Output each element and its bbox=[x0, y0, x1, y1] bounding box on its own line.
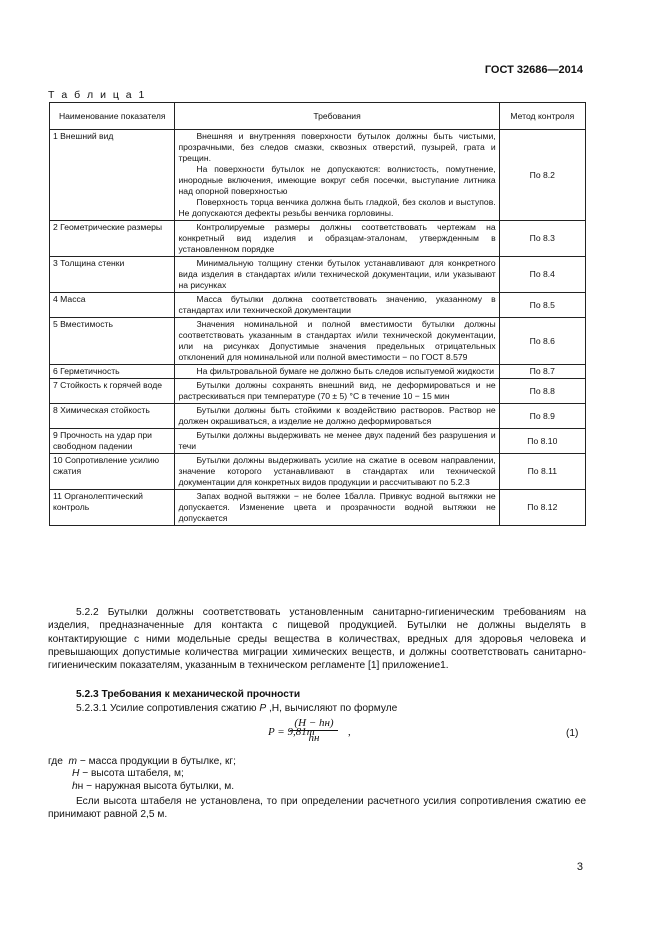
column-header-name: Наименование показателя bbox=[50, 103, 175, 130]
row-name: 3 Толщина стенки bbox=[50, 257, 175, 293]
requirement-line: На фильтровальной бумаге не должно быть следов испытуемой жидкости bbox=[196, 366, 494, 376]
requirement-line: Бутылки должны выдерживать усилие на сжатие в осевом направлении, значение которого устанавливают в стандартах или технической документации для конкретных видов продукции и рассчитывают по 5.2.3 bbox=[178, 455, 496, 487]
variable-h-bottle: h bbox=[72, 780, 78, 792]
table-header-row bbox=[50, 103, 586, 130]
row-requirements bbox=[175, 257, 499, 293]
variables-legend bbox=[48, 756, 236, 793]
row-requirements bbox=[175, 318, 499, 365]
table-row bbox=[50, 130, 586, 221]
table-row bbox=[50, 221, 586, 257]
subparagraph-suffix: ,Н, вычисляют по формуле bbox=[268, 703, 398, 714]
requirement-line: Поверхность торца венчика должна быть гладкой, без сколов и выступов. Не допускаются дефекты резьбы венчика горловины. bbox=[178, 197, 496, 218]
table-row bbox=[50, 490, 586, 526]
row-name: 8 Химическая стойкость bbox=[50, 404, 175, 429]
paragraph-text: Если высота штабеля не установлена, то при определении расчетного усилия сопротивления сжатию ее принимают равной 2,5 м. bbox=[48, 796, 586, 820]
row-requirements bbox=[175, 379, 499, 404]
requirement-line: На поверхности бутылок не допускаются: волнистость, помутнение, инородные включения, имеющие вокруг себя посечки, выступание литника над опорной поверхностью bbox=[178, 164, 496, 196]
requirement-line: Минимальную толщину стенки бутылок устанавливают для конкретного вида изделия в стандартах и/или технической документации, или указывают на рисунках bbox=[178, 258, 496, 290]
formula-lhs: P = 9,81m bbox=[268, 726, 315, 738]
requirement-line: Контролируемые размеры должны соответствовать чертежам на конкретный вид изделия и образцам-эталонам, утвержденным в установленном порядке bbox=[178, 222, 496, 254]
legend-text-h-bottle: н − наружная высота бутылки, м. bbox=[77, 780, 235, 792]
row-method: По 8.6 bbox=[499, 318, 585, 365]
row-method: По 8.10 bbox=[499, 429, 585, 454]
legend-text-h-stack: − высота штабеля, м; bbox=[79, 768, 184, 780]
row-name: 9 Прочность на удар при свободном падении bbox=[50, 429, 175, 454]
column-header-method: Метод контроля bbox=[499, 103, 585, 130]
row-method: По 8.12 bbox=[499, 490, 585, 526]
paragraph-text: 5.2.2 Бутылки должны соответствовать установленным санитарно-гигиеническим требованиям на изделия, предназначенные для контакта с пищевой продукцией. Бутылки не должны выделять в контактирующие с ними модельные среды вещества в количествах, вредных для здоровья человека и превышающих допустимые количества миграции химических веществ, и должны соответствовать санитарно-гигиеническим показателям, указанным в техническом регламенте [1] приложение1. bbox=[48, 607, 586, 672]
requirements-table bbox=[49, 102, 586, 526]
legend-line-h-bottle bbox=[48, 781, 236, 793]
requirement-line: Бутылки должны быть стойкими к воздействию растворов. Раствор не должен окрашиваться, а изделие не должно деформироваться bbox=[178, 405, 496, 426]
row-name: 4 Масса bbox=[50, 293, 175, 318]
row-requirements bbox=[175, 429, 499, 454]
row-method: По 8.3 bbox=[499, 221, 585, 257]
row-name: 7 Стойкость к горячей воде bbox=[50, 379, 175, 404]
legend-text-m: − масса продукции в бутылке, кг; bbox=[77, 756, 236, 767]
row-name: 5 Вместимость bbox=[50, 318, 175, 365]
table-row bbox=[50, 257, 586, 293]
row-name: 1 Внешний вид bbox=[50, 130, 175, 221]
table-row bbox=[50, 293, 586, 318]
row-requirements bbox=[175, 365, 499, 379]
page-number: 3 bbox=[576, 861, 583, 873]
paragraph-stack-height bbox=[48, 795, 586, 821]
row-method: По 8.9 bbox=[499, 404, 585, 429]
table-row bbox=[50, 365, 586, 379]
variable-p: Р bbox=[259, 703, 267, 714]
requirement-line: Внешняя и внутренняя поверхности бутылок должны быть чистыми, прозрачными, без следов смазки, сквозных отверстий, пузырей, грата и трещин. bbox=[178, 131, 496, 163]
row-requirements bbox=[175, 221, 499, 257]
variable-m: m bbox=[68, 756, 78, 767]
subparagraph-prefix: 5.2.3.1 Усилие сопротивления сжатию bbox=[76, 703, 257, 714]
row-requirements bbox=[175, 490, 499, 526]
fraction-bar bbox=[290, 730, 338, 731]
row-requirements bbox=[175, 130, 499, 221]
table-row bbox=[50, 404, 586, 429]
table-row bbox=[50, 379, 586, 404]
row-method: По 8.2 bbox=[499, 130, 585, 221]
requirement-line: Запах водной вытяжки − не более 1балла. Привкус водной вытяжки не допускается. Изменение цвета и прозрачности водной вытяжки не допускается bbox=[178, 491, 496, 523]
row-method: По 8.8 bbox=[499, 379, 585, 404]
formula-fraction bbox=[290, 717, 338, 744]
standard-header: ГОСТ 32686—2014 bbox=[484, 64, 583, 76]
table-row bbox=[50, 454, 586, 490]
row-name: 11 Органолептический контроль bbox=[50, 490, 175, 526]
legend-line-m bbox=[48, 756, 236, 768]
row-requirements bbox=[175, 404, 499, 429]
formula-1 bbox=[262, 717, 372, 751]
table-caption: Т а б л и ц а 1 bbox=[48, 89, 147, 101]
row-requirements bbox=[175, 293, 499, 318]
paragraph-5-2-2 bbox=[48, 606, 586, 672]
row-name: 6 Герметичность bbox=[50, 365, 175, 379]
variable-h-stack: Н bbox=[72, 768, 80, 780]
row-requirements bbox=[175, 454, 499, 490]
requirement-line: Бутылки должны выдерживать не менее двух падений без разрушения и течи bbox=[178, 430, 496, 451]
requirement-line: Масса бутылки должна соответствовать значению, указанному в стандартах или технической документации bbox=[178, 294, 496, 315]
row-method: По 8.11 bbox=[499, 454, 585, 490]
table-row bbox=[50, 318, 586, 365]
row-name: 2 Геометрические размеры bbox=[50, 221, 175, 257]
requirement-line: Бутылки должны сохранять внешний вид, не деформироваться и не растрескиваться при температуре (70 ± 5) °С в течение 10 − 15 мин bbox=[178, 380, 496, 401]
formula-denominator: hн bbox=[308, 732, 320, 744]
table-row bbox=[50, 429, 586, 454]
row-name: 10 Сопротивление усилию сжатия bbox=[50, 454, 175, 490]
where-word: где bbox=[48, 756, 63, 767]
row-method: По 8.7 bbox=[499, 365, 585, 379]
row-method: По 8.5 bbox=[499, 293, 585, 318]
requirement-line: Значения номинальной и полной вместимости бутылки должны соответствовать указанным в стандартах и/или технической документации, или на рисунках Допустимые значения предельных отрицательных отклонений для номинальной или полной вместимости − по ГОСТ 8.579 bbox=[178, 319, 496, 362]
section-title: 5.2.3 Требования к механической прочности bbox=[76, 689, 301, 700]
subparagraph-5-2-3-1 bbox=[76, 703, 397, 714]
row-method: По 8.4 bbox=[499, 257, 585, 293]
legend-line-h-stack bbox=[48, 768, 236, 780]
equation-number: (1) bbox=[566, 728, 579, 739]
formula-numerator: (H − hн) bbox=[294, 717, 334, 729]
column-header-requirements: Требования bbox=[175, 103, 499, 130]
formula-comma: , bbox=[348, 726, 351, 738]
